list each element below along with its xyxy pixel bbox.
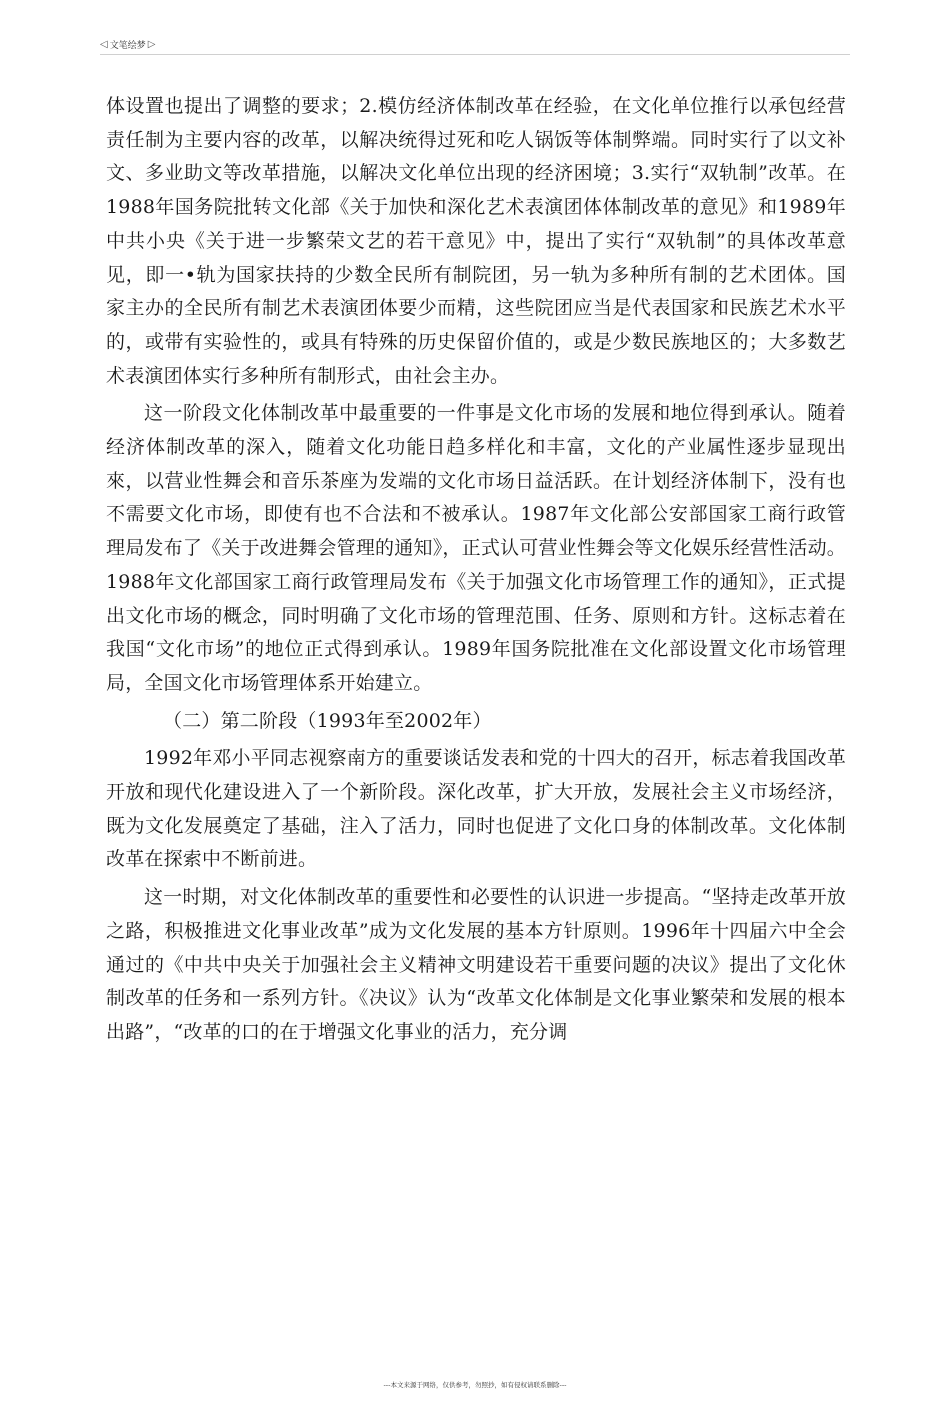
section-heading: （二）第二阶段（1993年至2002年） (163, 709, 492, 732)
paragraph-3: 1992年邓小平同志视察南方的重要谈话发表和党的十四大的召开，标志着我国改革开放和现代化建设进入了一个新阶段。深化改革，扩大开放，发展社会主义市场经济，既为文化发展奠定了基础，注入了活力，同时也促进了文化口身的体制改革。文化体制改革在探索中不断前进。 (106, 747, 846, 871)
paragraph-2: 这一阶段文化体制改革中最重要的一件事是文化市场的发展和地位得到承认。随着经济体制改革的深入，随着文化功能日趋多样化和丰富，文化的产业属性逐步显现出來，以营业性舞会和音乐茶座为发端的文化市场日益活跃。在计划经济体制下，没有也不需要文化市场，即使有也不合法和不被承认。1987年文化部公安部国家工商行政管理局发布了《关于改进舞会管理的通知》，正式认可营业性舞会等文化娱乐经营性活动。1988年文化部国家工商行政管理局发布《关于加强文化市场管理工作的通知》，正式提出文化市场的概念，同时明确了文化市场的管理范围、任务、原则和方针。这标志着在我国“文化市场”的地位正式得到承认。1989年国务院批准在文化部设置文化市场管理局，全国文化市场管理体系开始建立。 (106, 402, 846, 694)
triangle-left-icon: ◁ (100, 39, 108, 50)
header-divider (100, 54, 850, 55)
header-label: 文笔绘梦 (109, 41, 146, 51)
page-header (100, 38, 155, 51)
page-footer: ---本文来源于网络，仅供参考，勿照抄，如有侵权请联系删除--- (383, 1381, 567, 1389)
paragraph-1: 体设置也提出了调整的要求；2.模仿经济体制改革在经验，在文化单位推行以承包经营责任制为主要内容的改革，以解决统得过死和吃人锅饭等体制弊端。同时实行了以文补文、多业助文等改革措施，以解决文化单位出现的经济困境；3.实行“双轨制”改革。在1988年国务院批转文化部《关于加快和深化艺术表演团体体制改革的意见》和1989年中共小央《关于进一步繁荣文艺的若干意见》中，提出了实行“双轨制”的具体改革意见，即一•轨为国家扶持的少数全民所有制院团，另一轨为多种所有制的艺术团体。国家主办的全民所有制艺术表演团体要少而精，这些院团应当是代表国家和民族艺术水平的，或带有实验性的，或具有特殊的历史保留价值的，或是少数民族地区的；大多数艺术表演团体实行多种所有制形式，由社会主办。 (106, 95, 846, 387)
triangle-right-icon: ▷ (147, 39, 156, 50)
document-body (106, 90, 846, 1050)
paragraph-4: 这一时期，对文化体制改革的重要性和必要性的认识进一步提高。“坚持走改革开放之路，积极推进文化事业改革”成为文化发展的基本方针原则。1996年十四届六中全会通过的《中共中央关于加强社会主义精神文明建设若干重要问题的决议》提出了文化休制改革的任务和一系列方针。《决议》认为“改革文化体制是文化事业繁荣和发展的根本出路”，“改革的口的在于增强文化事业的活力，充分调 (106, 886, 846, 1043)
